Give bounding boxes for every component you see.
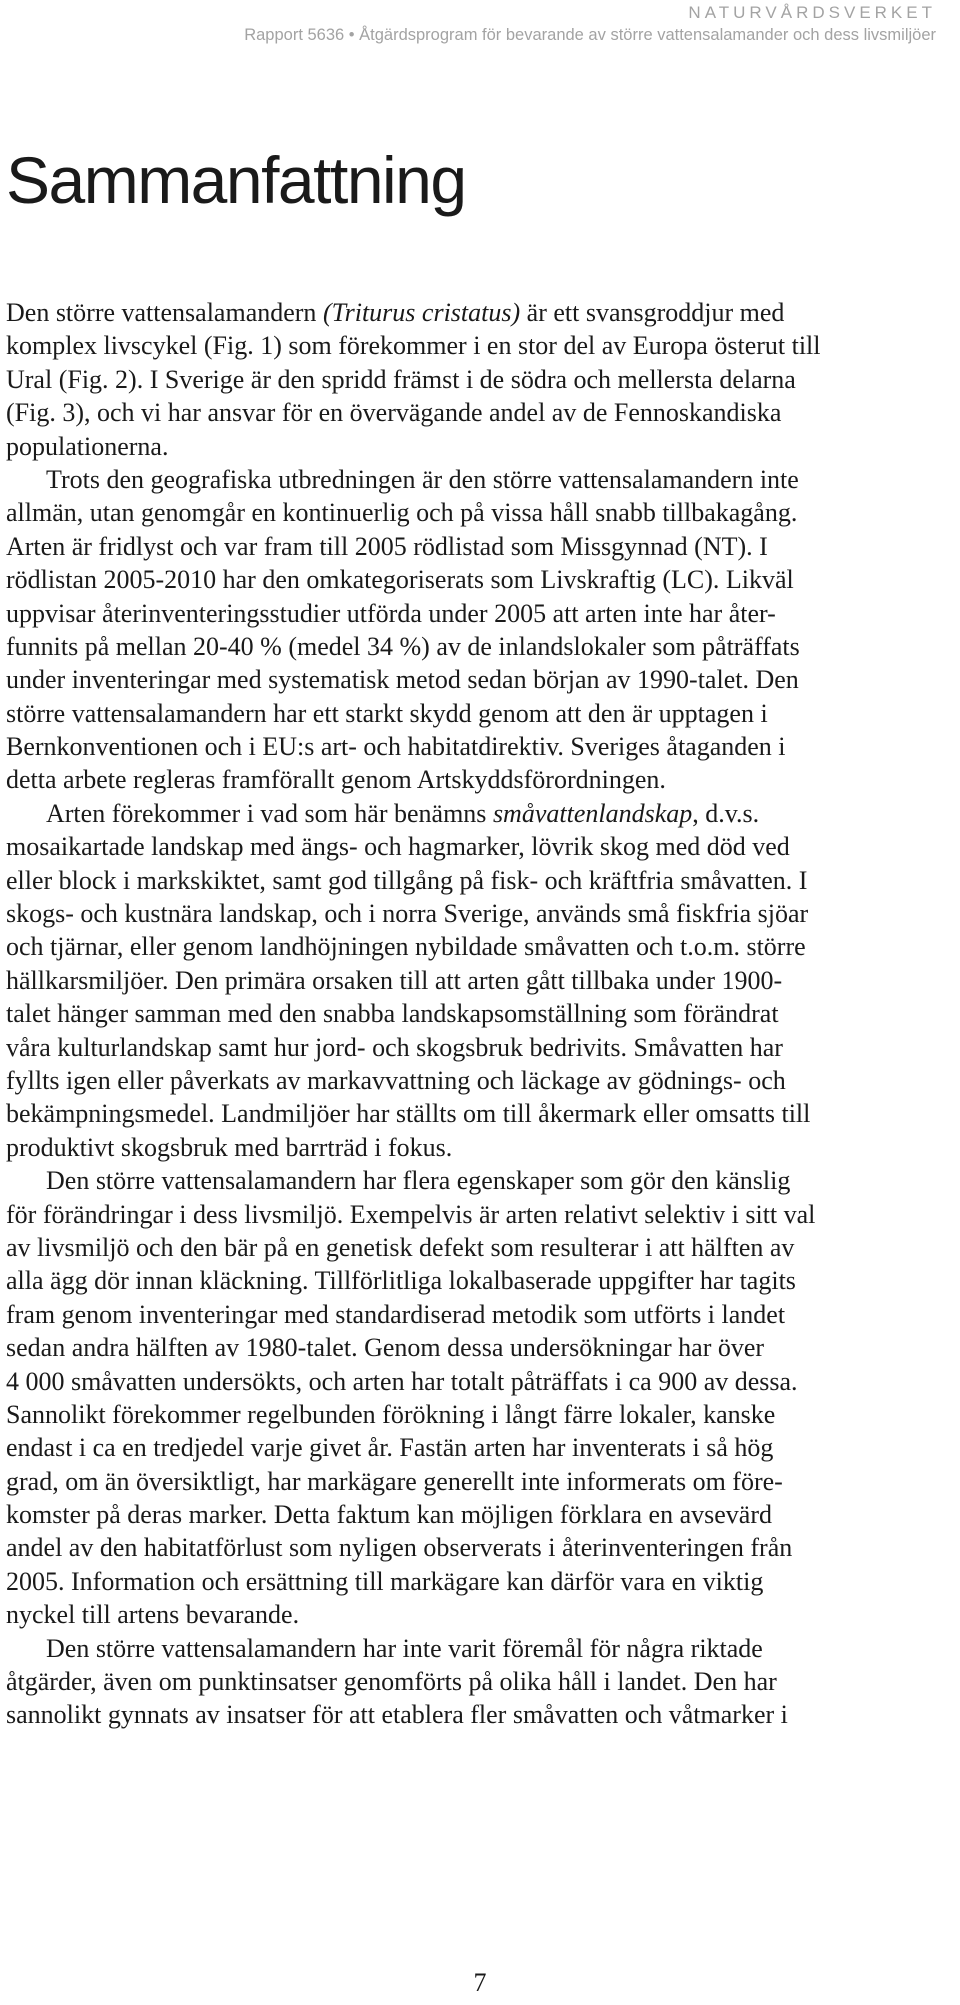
text-line (6, 797, 956, 830)
page-title: Sammanfattning (6, 143, 466, 217)
paragraph (6, 296, 956, 463)
text-line (6, 329, 956, 362)
paragraph (6, 463, 956, 797)
text-run: och tjärnar, eller genom landhöjningen nybildade småvatten och t.o.m. större (6, 932, 806, 962)
text-run: (Fig. 3), och vi har ansvar för en övervägande andel av de Fennoskandiska (6, 398, 782, 428)
text-line (6, 1131, 956, 1164)
text-run: av livsmiljö och den bär på en genetisk defekt som resulterar i att hälften av (6, 1232, 795, 1262)
text-line (6, 730, 956, 763)
text-run: produktivt skogsbruk med barrträd i fokus. (6, 1132, 453, 1162)
text-run: alla ägg dör innan kläckning. Tillförlitliga lokalbaserade uppgifter har tagits (6, 1266, 796, 1296)
text-run: är ett svansgroddjur med (520, 298, 785, 327)
text-run: populationerna. (6, 431, 169, 461)
text-line (6, 1031, 956, 1064)
text-line (6, 1465, 956, 1498)
text-run: Sannolikt förekommer regelbunden förökning i långt färre lokaler, kanske (6, 1399, 776, 1429)
text-run: detta arbete regleras framförallt genom Artskyddsförordningen. (6, 765, 666, 795)
paragraph (6, 1164, 956, 1631)
text-run: åtgärder, även om punktinsatser genomförts på olika håll i landet. Den har (6, 1667, 777, 1697)
text-line (6, 1665, 956, 1698)
text-run: Den större vattensalamandern (6, 298, 323, 327)
text-run: endast i ca en tredjedel varje givet år. Fastän arten har inventerats i så hög (6, 1433, 774, 1463)
paragraph (6, 797, 956, 1164)
text-run: sannolikt gynnats av insatser för att etablera fler småvatten och våtmarker i (6, 1700, 788, 1730)
text-run: rödlistan 2005-2010 har den omkategoriserats som Livskraftig (LC). Likväl (6, 565, 794, 595)
text-run: Arten är fridlyst och var fram till 2005 rödlistad som Missgynnad (NT). I (6, 531, 768, 561)
text-run: funnits på mellan 20-40 % (medel 34 %) av de inlandslokaler som påträffats (6, 631, 800, 661)
text-run: fram genom inventeringar med standardiserad metodik som utförts i landet (6, 1299, 786, 1329)
text-line (6, 530, 956, 563)
text-line (6, 296, 956, 329)
text-run: uppvisar återinventeringsstudier utförda under 2005 att arten inte har åter- (6, 598, 776, 628)
text-line (6, 430, 956, 463)
text-line (6, 597, 956, 630)
text-run: Den större vattensalamandern har inte varit föremål för några riktade (46, 1633, 763, 1663)
text-line (6, 1531, 956, 1564)
text-line (6, 630, 956, 663)
text-run: komplex livscykel (Fig. 1) som förekommer i en stor del av Europa österut till (6, 331, 821, 361)
text-run: större vattensalamandern har ett starkt skydd genom att den är upptagen i (6, 698, 768, 728)
text-line (6, 1064, 956, 1097)
text-run: , d.v.s. (692, 798, 760, 828)
text-line (6, 1198, 956, 1231)
text-line (6, 697, 956, 730)
italic-text-run: småvattenlandskap (492, 798, 693, 828)
text-line (6, 463, 956, 496)
page-number: 7 (473, 1968, 487, 1997)
text-run: andel av den habitatförlust som nyligen observerats i återinventeringen från (6, 1533, 793, 1563)
text-run: allmän, utan genomgår en kontinuerlig och på vissa håll snabb tillbakagång. (6, 498, 798, 528)
paragraph (6, 1632, 956, 1732)
summary-body (6, 296, 956, 1732)
text-line (6, 363, 956, 396)
text-run: bekämpningsmedel. Landmiljöer har ställts om till åkermark eller omsatts till (6, 1099, 811, 1129)
text-run: våra kulturlandskap samt hur jord- och skogsbruk bedrivits. Småvatten har (6, 1032, 783, 1062)
text-line (6, 1365, 956, 1398)
text-line (6, 864, 956, 897)
text-line (6, 964, 956, 997)
text-line (6, 1431, 956, 1464)
text-line (6, 1331, 956, 1364)
text-run: Ural (Fig. 2). I Sverige är den spridd främst i de södra och mellersta delarna (6, 364, 796, 394)
text-line (6, 830, 956, 863)
text-run: Den större vattensalamandern har flera egenskaper som gör den känslig (46, 1166, 791, 1196)
text-line (6, 997, 956, 1030)
text-run: 2005. Information och ersättning till markägare kan därför vara en viktig (6, 1566, 764, 1596)
text-line (6, 1632, 956, 1665)
italic-text-run: (Triturus cristatus) (322, 298, 521, 327)
text-line (6, 1097, 956, 1130)
text-run: komster på deras marker. Detta faktum kan möjligen förklara en avsevärd (6, 1500, 772, 1530)
text-line (6, 897, 956, 930)
text-line (6, 1698, 956, 1731)
text-run: under inventeringar med systematisk metod sedan början av 1990-talet. Den (6, 665, 799, 695)
text-line (6, 1231, 956, 1264)
text-line (6, 1298, 956, 1331)
text-run: nyckel till artens bevarande. (6, 1600, 300, 1630)
text-line (6, 930, 956, 963)
header-report-title: Rapport 5636 • Åtgärdsprogram för bevarande av större vattensalamander och dess livsmiljöer (244, 26, 936, 44)
text-run: skogs- och kustnära landskap, och i norra Sverige, används små fiskfria sjöar (6, 899, 809, 929)
text-line (6, 396, 956, 429)
text-run: mosaikartade landskap med ängs- och hagmarker, lövrik skog med död ved (6, 832, 790, 862)
text-run: för förändringar i dess livsmiljö. Exempelvis är arten relativt selektiv i sitt val (6, 1199, 816, 1229)
text-run: talet hänger samman med den snabba landskapsomställning som förändrat (6, 999, 779, 1029)
text-run: fyllts igen eller påverkats av markavvattning och läckage av gödnings- och (6, 1065, 786, 1095)
text-line (6, 563, 956, 596)
text-run: 4 000 småvatten undersökts, och arten har totalt påträffats i ca 900 av dessa. (6, 1366, 798, 1396)
text-run: grad, om än översiktligt, har markägare generellt inte informerats om före- (6, 1466, 783, 1496)
text-line (6, 1164, 956, 1197)
text-line (6, 496, 956, 529)
text-run: Bernkonventionen och i EU:s art- och habitatdirektiv. Sveriges åtaganden i (6, 732, 786, 762)
text-run: eller block i markskiktet, samt god tillgång på fisk- och kräftfria småvatten. I (6, 865, 808, 895)
text-line (6, 763, 956, 796)
text-line (6, 1565, 956, 1598)
text-line (6, 1598, 956, 1631)
header-organization: NATURVÅRDSVERKET (688, 3, 936, 22)
text-line (6, 1264, 956, 1297)
text-line (6, 1398, 956, 1431)
text-run: Trots den geografiska utbredningen är den större vattensalamandern inte (46, 464, 799, 494)
text-run: Arten förekommer i vad som här benämns (46, 798, 493, 828)
text-run: hällkarsmiljöer. Den primära orsaken till att arten gått tillbaka under 1900- (6, 965, 783, 995)
text-line (6, 1498, 956, 1531)
text-line (6, 663, 956, 696)
text-run: sedan andra hälften av 1980-talet. Genom dessa undersökningar har över (6, 1333, 765, 1363)
running-header (244, 2, 936, 46)
